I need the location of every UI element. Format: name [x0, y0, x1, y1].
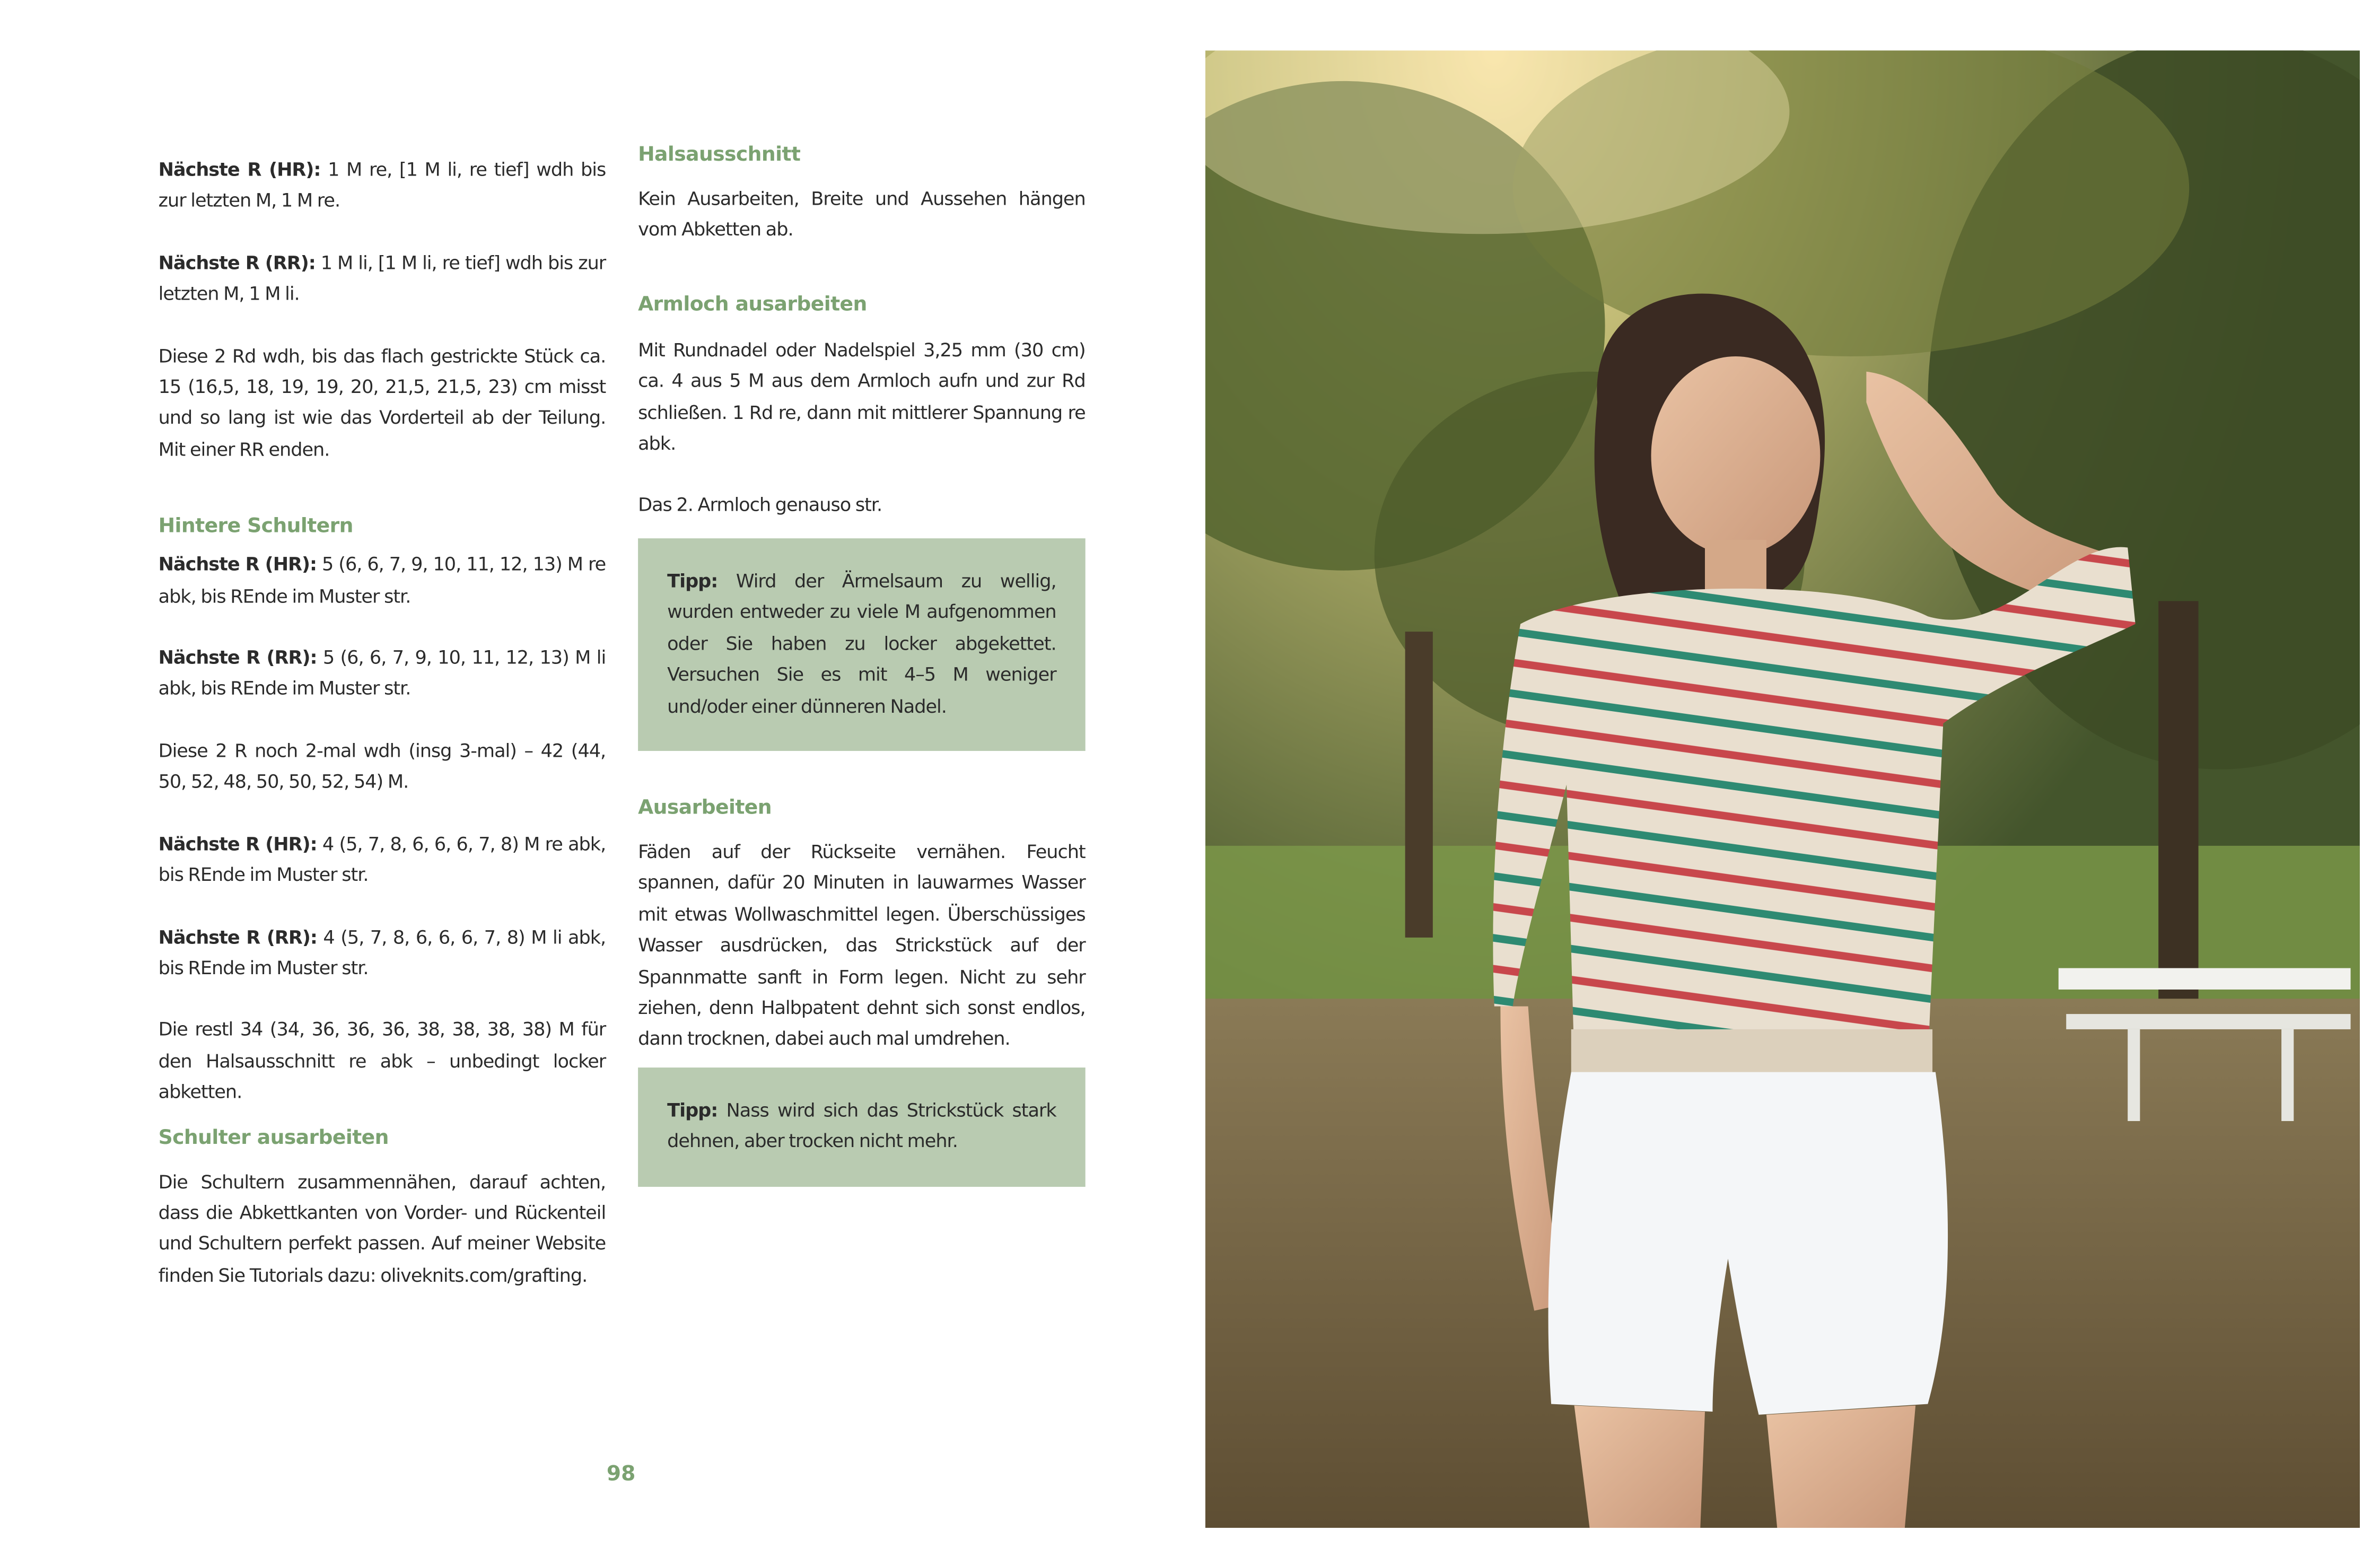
paragraph: Diese 2 Rd wdh, bis das flach gestrickte Stück ca. 15 (16,5, 18, 19, 19, 20, 21,5, 21,5, 23) cm misst und so lang ist wie das Vorderteil ab der Teilung. Mit einer RR enden.	[158, 345, 606, 460]
paragraph-text: 1 M li, [1 M li, re tief] wdh bis zur letzten M, 1 M li.	[158, 252, 606, 305]
paragraph-text: 4 (5, 7, 8, 6, 6, 6, 7, 8) M li abk, bis REnde im Muster str.	[158, 926, 606, 979]
tip-text	[667, 1095, 1056, 1158]
tip-body: Nass wird sich das Strickstück stark dehnen, aber trocken nicht mehr.	[667, 1099, 1056, 1152]
paragraph: Die Schultern zusammennähen, darauf achten, dass die Abkettkanten von Vorder- und Rückenteil und Schultern perfekt passen. Auf meiner Website finden Sie Tutorials dazu: oliveknits.com/grafting.	[158, 1170, 606, 1286]
row-label: Nächste R (RR):	[158, 647, 317, 669]
tip-box	[638, 1068, 1086, 1187]
paragraph-text: 4 (5, 7, 8, 6, 6, 6, 7, 8) M re abk, bis REnde im Muster str.	[158, 833, 606, 886]
row-label: Nächste R (HR):	[158, 159, 321, 181]
section-heading: Ausarbeiten	[638, 797, 772, 820]
middle-text-column-lower	[638, 794, 1086, 1055]
section-heading: Schulter ausarbeiten	[158, 1126, 389, 1150]
paragraph	[159, 248, 606, 310]
paragraph	[159, 154, 606, 217]
paragraph-text: 5 (6, 6, 7, 9, 10, 11, 12, 13) M li abk, bis REnde im Muster str.	[158, 647, 606, 700]
paragraph	[159, 642, 606, 705]
paragraph	[159, 828, 606, 891]
paragraph: Kein Ausarbeiten, Breite und Aussehen hängen vom Abketten ab.	[638, 188, 1086, 241]
row-label: Nächste R (RR):	[158, 926, 317, 948]
paragraph-text: 5 (6, 6, 7, 9, 10, 11, 12, 13) M re abk, bis REnde im Muster str.	[158, 554, 606, 607]
row-label: Nächste R (HR):	[158, 833, 317, 855]
paragraph: Die restl 34 (34, 36, 36, 36, 38, 38, 38, 38) M für den Halsausschnitt re abk – unbedingt locker abketten.	[158, 1019, 606, 1103]
tip-body: Wird der Ärmelsaum zu wellig, wurden entweder zu viele M aufgenommen oder Sie haben zu locker abgekettet. Versuchen Sie es mit 4–5 M weniger und/oder einer dünneren Nadel.	[667, 570, 1056, 717]
left-text-column	[159, 154, 606, 1291]
section-heading: Halsausschnitt	[638, 144, 801, 167]
tip-box	[638, 538, 1086, 751]
photo-illustration	[1205, 50, 2360, 1528]
row-label: Nächste R (RR):	[158, 252, 316, 274]
section-heading: Hintere Schultern	[158, 515, 353, 539]
middle-text-column	[638, 141, 1086, 521]
paragraph: Diese 2 R noch 2-mal wdh (insg 3-mal) – 42 (44, 50, 52, 48, 50, 50, 52, 54) M.	[158, 740, 606, 793]
paragraph: Das 2. Armloch genauso str.	[638, 494, 882, 517]
section-heading: Armloch ausarbeiten	[638, 293, 867, 317]
paragraph-text: 1 M re, [1 M li, re tief] wdh bis zur letzten M, 1 M re.	[158, 159, 606, 212]
page-number: 98	[606, 1462, 636, 1487]
photo	[1205, 50, 2360, 1528]
tip-text	[667, 566, 1056, 722]
paragraph	[159, 549, 606, 612]
paragraph: Fäden auf der Rückseite vernähen. Feucht spannen, dafür 20 Minuten in lauwarmes Wasser mit etwas Wollwaschmittel legen. Überschüssiges Wasser ausdrücken, das Strickstück auf der Spannmatte sanft in Form legen. Nicht zu sehr ziehen, denn Halbpatent dehnt sich sonst endlos, dann trocknen, dabei auch mal umdrehen.	[638, 841, 1086, 1050]
row-label: Nächste R (HR):	[158, 554, 317, 576]
tip-label: Tipp:	[667, 570, 718, 592]
paragraph: Mit Rundnadel oder Nadelspiel 3,25 mm (30 cm) ca. 4 aus 5 M aus dem Armloch aufn und zur Rd schließen. 1 Rd re, dann mit mittlerer Spannung re abk.	[638, 339, 1086, 454]
tip-label: Tipp:	[667, 1099, 718, 1121]
paragraph	[159, 922, 606, 984]
